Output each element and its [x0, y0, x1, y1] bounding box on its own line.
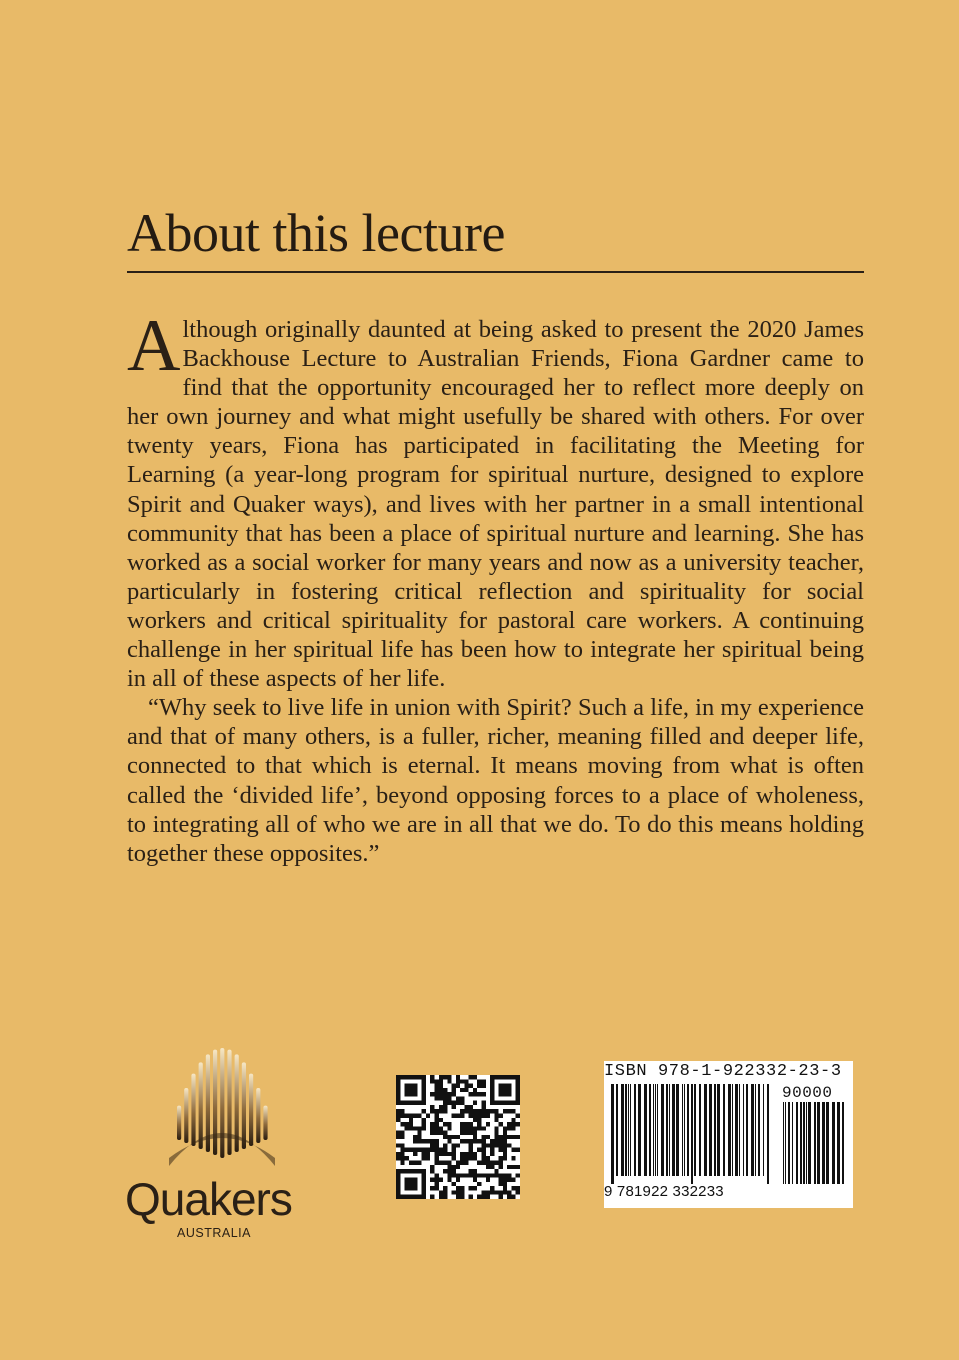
- paragraph-1-text: lthough originally daunted at being asked to present the 2020 James Backhouse Lecture to Australian Friends, Fiona Gardner came to find that the opportunity encouraged her to reflect more deeply on her own journey and what might usefully be shared with others. For over twenty years, Fiona has participated in facilitating the Meeting for Learning (a year-long program for spiritual nurture, designed to explore Spirit and Quaker ways), and lives with her partner in a small intentional community that has been a place of spiritual nurture and learning. She has worked as a social worker for many years and now as a university teacher, particularly in fostering critical reflection and spirituality for social workers and critical spirituality for pastoral care workers. A continuing challenge in her spiritual life has been how to integrate her spiritual being in all of these aspects of her life.: [127, 316, 864, 693]
- barcode-bars-icon: [611, 1084, 847, 1184]
- price-addon-label: 90000: [782, 1084, 833, 1102]
- drop-cap: A: [127, 305, 181, 387]
- title-divider: [127, 271, 864, 273]
- qr-code-icon: [396, 1075, 520, 1199]
- paragraph-1: [127, 305, 864, 693]
- page-title: About this lecture: [127, 203, 505, 263]
- logo-wordmark: Quakers: [125, 1173, 292, 1225]
- quote-paragraph: “Why seek to live life in union with Spirit? Such a life, in my experience and that of many others, is a fuller, richer, meaning filled and deeper life, connected to that which is eternal. It means moving from what is often called the ‘divided life’, beyond opposing forces to a place of wholeness, to integrating all of who we are in all that we do. To do this means holding together these opposites.”: [127, 694, 864, 867]
- logo-subtitle: AUSTRALIA: [177, 1226, 251, 1240]
- ean-number: 9 781922 332233: [604, 1183, 724, 1200]
- isbn-label: ISBN 978-1-922332-23-3: [604, 1062, 842, 1081]
- lecture-description: [127, 305, 864, 868]
